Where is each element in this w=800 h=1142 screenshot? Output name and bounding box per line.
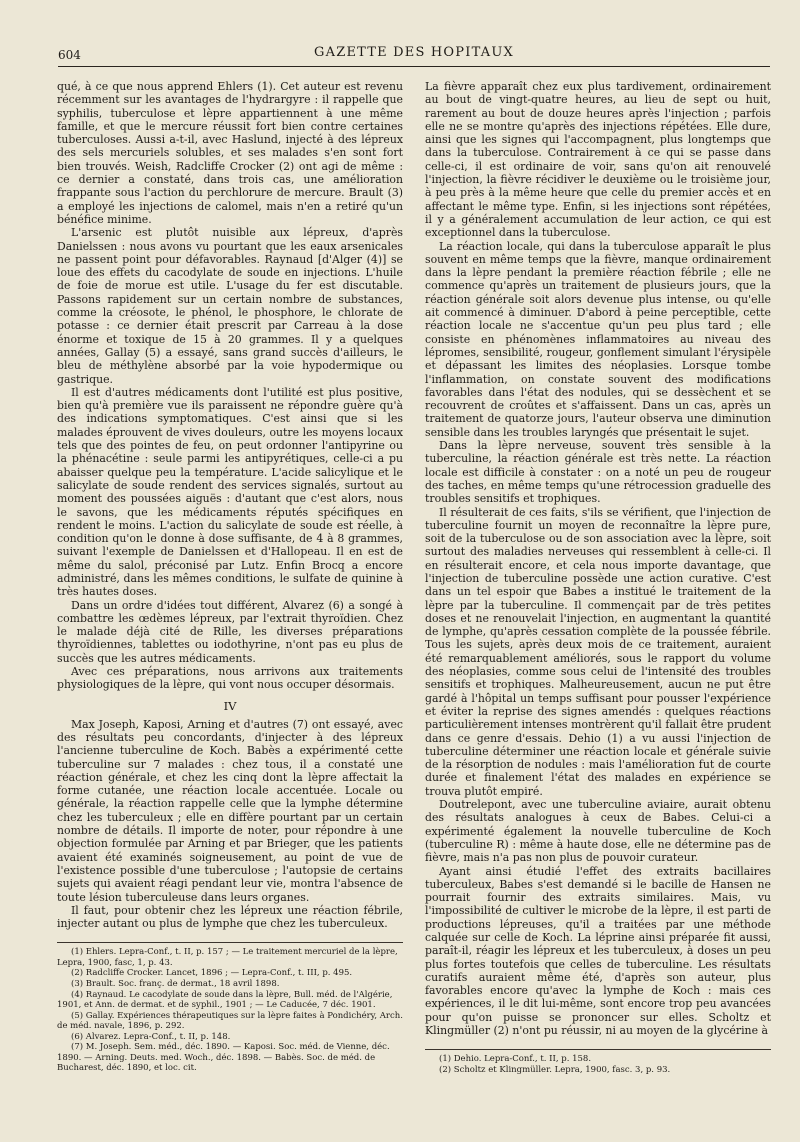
footnote: (4) Raynaud. Le cacodylate de soude dans la lèpre, Bull. méd. de l'Algérie, 1901, et Ann. de dermat. et de syphil., 1901 ; — Le Caducée, 7 déc. 1901. — [57, 989, 393, 1011]
footnote-rule — [425, 1049, 771, 1050]
footnote: (3) Brault. Soc. franç. de dermat., 18 avril 1898. — [71, 979, 280, 990]
paragraph: Max Joseph, Kaposi, Arning et d'autres (7) ont essayé, avec des résultats peu concordants, d'injecter à des lépreux l'ancienne tuberculine de Koch. Babès a expérimenté cette tuberculine sur 7 malades : chez tous, il a constaté une réaction générale, et chez les cinq dont la lèpre affectait la forme cutanée, une réaction locale accentuée. Locale ou générale, la réaction rappelle celle que la lymphe détermine chez les tuberculeux ; elle en diffère pourtant par un certain nombre de détails. Il importe de noter, pour répondre à une objection formulée par Arning et par Brieger, que les patients avaient été examinés soigneusement, au point de vue de l'existence possible d'une tuberculose ; l'autopsie de certains sujets qui avaient réagi pendant leur vie, montra l'absence de toute lésion tuberculeuse dans leurs organes. — [57, 717, 403, 904]
footnotes — [425, 1049, 771, 1075]
running-head: GAZETTE DES HOPITAUX — [314, 45, 514, 60]
paragraph: Il résulterait de ces faits, s'ils se vérifient, que l'injection de tuberculine fournit un moyen de reconnaître la lèpre pure, soit de la tuberculose ou de son association avec la lèpre, soit surtout des maladies nerveuses qui ressemblent à celle-ci. Il en résulterait encore, et cela nous importe davantage, que l'injection de tuberculine possède une action curative. C'est dans un tel espoir que Babes a institué le traitement de la lèpre par la tuberculine. Il commençait par de très petites doses et ne renouvelait l'injection, en augmentant la quantité de lymphe, qu'après cessation complète de la poussée fébrile. Tous les sujets, après deux mois de ce traitement, auraient été remarquablement améliorés, sous le rapport du volume des néoplasies, comme sous celui de l'intensité des troubles sensitifs et trophiques. Malheureusement, aucun ne put être gardé à l'hôpital un temps suffisant pour pousser l'expérience et éviter la reprise des signes amendés : quelques réactions particulièrement intenses montrèrent qu'il fallait être prudent dans ce genre d'essais. Dehio (1) a vu aussi l'injection de tuberculine déterminer une réaction locale et générale suivie de la résorption de nodules : mais l'amélioration fut de courte durée et finalement l'état des malades en expérience se trouva plutôt empiré. — [425, 505, 771, 798]
header-rule — [58, 66, 770, 67]
paragraph: Il faut, pour obtenir chez les lépreux une réaction fébrile, injecter autant ou plus de lymphe que chez les tuberculeux. — [57, 903, 403, 931]
paragraph: Doutrelepont, avec une tuberculine aviaire, aurait obtenu des résultats analogues à ceux de Babes. Celui-ci a expérimenté également la nouvelle tuberculine de Koch (tuberculine R) : même à haute dose, elle ne détermine pas de fièvre, mais n'a pas non plus de pouvoir curateur. — [425, 798, 771, 865]
section-heading: IV — [223, 698, 237, 713]
left-column — [57, 80, 403, 1074]
footnote: (5) Gallay. Expériences thérapeutiques sur la lèpre faites à Pondichéry, Arch. de méd. navale, 1896, p. 292. — [57, 1010, 403, 1032]
paragraph: Dans la lèpre nerveuse, souvent très sensible à la tuberculine, la réaction générale est très nette. La réaction locale est difficile à constater : on a noté un peu de rougeur des taches, en même temps qu'une rétrocession graduelle des troubles sensitifs et trophiques. — [425, 439, 771, 506]
footnote: (1) Dehio. Lepra-Conf., t. II, p. 158. — [439, 1054, 592, 1065]
paragraph: Avec ces préparations, nous arrivons aux traitements physiologiques de la lèpre, qui vont nous occuper désormais. — [57, 665, 403, 692]
right-column — [425, 80, 771, 1075]
footnote: (1) Ehlers. Lepra-Conf., t. II, p. 157 ; — Le traitement mercuriel de la lèpre, Lepra, 1900, fasc, 1, p. 43. — [57, 947, 398, 968]
footnote: (2) Radcliffe Crocker. Lancet, 1896 ; — Lepra-Conf., t. III, p. 495. — [71, 968, 353, 979]
footnote: (6) Alvarez. Lepra-Conf., t. II, p. 148. — [71, 1031, 231, 1042]
footnote-rule — [57, 942, 403, 943]
footnote: (2) Scholtz et Klingmüller. Lepra, 1900, fasc. 3, p. 93. — [439, 1064, 671, 1075]
paragraph: La réaction locale, qui dans la tuberculose apparaît le plus souvent en même temps que la fièvre, manque ordinairement dans la lèpre pendant la première réaction fébrile ; elle ne commence qu'après un traitement de plusieurs jours, que la réaction générale soit alors devenue plus intense, ou qu'elle ait commencé à diminuer. D'abord à peine perceptible, cette réaction locale ne s'accentue qu'un peu plus tard ; elle consiste en phénomènes inflammatoires au niveau des lépromes, sensibilité, rougeur, gonflement simulant l'érysipèle et dépassant les limites des néoplasies. Lorsque tombe l'inflammation, on constate souvent des modifications favorables dans l'état des nodules, qui se dessèchent et se recouvrent de croûtes et s'affaissent. Dans un cas, après un traitement de quatorze jours, l'auteur observa une diminution sensible dans les troubles laryngés que présentait le sujet. — [425, 239, 771, 439]
paragraph: Il est d'autres médicaments dont l'utilité est plus positive, bien qu'à première vue ils paraissent ne répondre guère qu'à des indications symptomatiques. C'est ainsi que si les malades éprouvent de vives douleurs, outre les moyens locaux tels que des pointes de feu, on peut ordonner l'antipyrine ou la phénacétine : seule parmi les antipyrétiques, celle-ci a pu abaisser quelque peu la température. L'acide salicylique et le salicylate de soude rendent des services signalés, surtout au moment des poussées aiguës : d'autant que c'est alors, nous le savons, que les médicaments réputés spécifiques en rendent le moins. L'action du salicylate de soude est réelle, à condition qu'on le donne à dose suffisante, de 4 à 8 grammes, suivant l'exemple de Danielssen et d'Hallopeau. Il en est de même du salol, préconisé par Lutz. Enfin Brocq a encore administré, dans les mêmes conditions, le sulfate de quinine à très hautes doses. — [57, 385, 403, 599]
paragraph: qué, à ce que nous apprend Ehlers (1). Cet auteur est revenu récemment sur les avantages de l'hydrargyre : il rappelle que syphilis, tuberculose et lèpre appartiennent à une même famille, et que le mercure réussit fort bien contre certaines tuberculoses. Aussi a-t-il, avec Haslund, injecté à des lépreux des sels mercuriels solubles, et ses malades s'en sont fort bien trouvés. Weish, Radcliffe Crocker (2) ont agi de même : ce dernier a constaté, dans trois cas, une amélioration frappante sous l'action du perchlorure de mercure. Brault (3) a employé les injections de calomel, mais n'en a retiré qu'un bénéfice minime. — [57, 80, 403, 226]
paragraph: Dans un ordre d'idées tout différent, Alvarez (6) a songé à combattre les œdèmes lépreux, par l'extrait thyroïdien. Chez le malade déjà cité de Rille, les diverses préparations thyroïdiennes, tablettes ou iodothyrine, n'ont pas eu plus de succès que les autres médicaments. — [57, 598, 403, 665]
paragraph: La fièvre apparaît chez eux plus tardivement, ordinairement au bout de vingt-quatre heures, au lieu de sept ou huit, rarement au bout de douze heures après l'injection ; parfois elle ne se montre qu'après des injections répétées. Elle dure, ainsi que les signes qui l'accompagnent, plus longtemps que dans la tuberculose. Contrairement à ce qui se passe dans celle-ci, il est ordinaire de voir, sans qu'on ait renouvelé l'injection, la fièvre récidiver le deuxième ou le troisième jour, à peu près à la même heure que celle du premier accès et en affectant le même type. Enfin, si les injections sont répétées, il y a généralement accumulation de leur action, ce qui est exceptionnel dans la tuberculose. — [425, 80, 771, 240]
paragraph: L'arsenic est plutôt nuisible aux lépreux, d'après Danielssen : nous avons vu pourtant que les eaux arsenicales ne passent point pour défavorables. Raynaud [d'Alger (4)] se loue des effets du cacodylate de soude en injections. L'huile de foie de morue est utile. L'usage du fer est discutable. Passons rapidement sur un certain nombre de substances, comme la créosote, le phénol, le phosphore, le chlorate de potasse : ce dernier était prescrit par Carreau à la dose énorme et toxique de 15 à 20 grammes. Il y a quelques années, Gallay (5) a essayé, sans grand succès d'ailleurs, le bleu de méthylène absorbé par la voie hypodermique ou gastrique. — [57, 226, 403, 386]
page-number: 604 — [58, 48, 81, 62]
page-header — [58, 40, 770, 70]
footnote: (7) M. Joseph. Sem. méd., déc. 1890. — Kaposi. Soc. méd. de Vienne, déc. 1890. — Arning. Deuts. med. Woch., déc. 1898. — Babès. Soc. de méd. de Bucharest, déc. 1890, et loc. cit. — [57, 1042, 390, 1074]
paragraph: Ayant ainsi étudié l'effet des extraits bacillaires tuberculeux, Babes s'est demandé si le bacille de Hansen ne pourrait fournir des extraits similaires. Mais, vu l'impossibilité de cultiver le microbe de la lèpre, il est parti de productions lépreuses, qu'il a traitées par une méthode calquée sur celle de Koch. La léprine ainsi préparée fit aussi, paraît-il, réagir les lépreux et les tuberculeux, à doses un peu plus fortes toutefois que celles de tuberculine. Les résultats curatifs auraient même été, d'après son auteur, plus favorables encore qu'avec la lymphe de Koch : mais ces expériences, il le dit lui-même, sont encore trop peu avancées pour qu'on puisse se prononcer sur elles. Scholtz et Klingmüller (2) n'ont pu réussir, ni au moyen de la glycérine à — [425, 864, 771, 1038]
footnotes — [57, 942, 403, 1073]
